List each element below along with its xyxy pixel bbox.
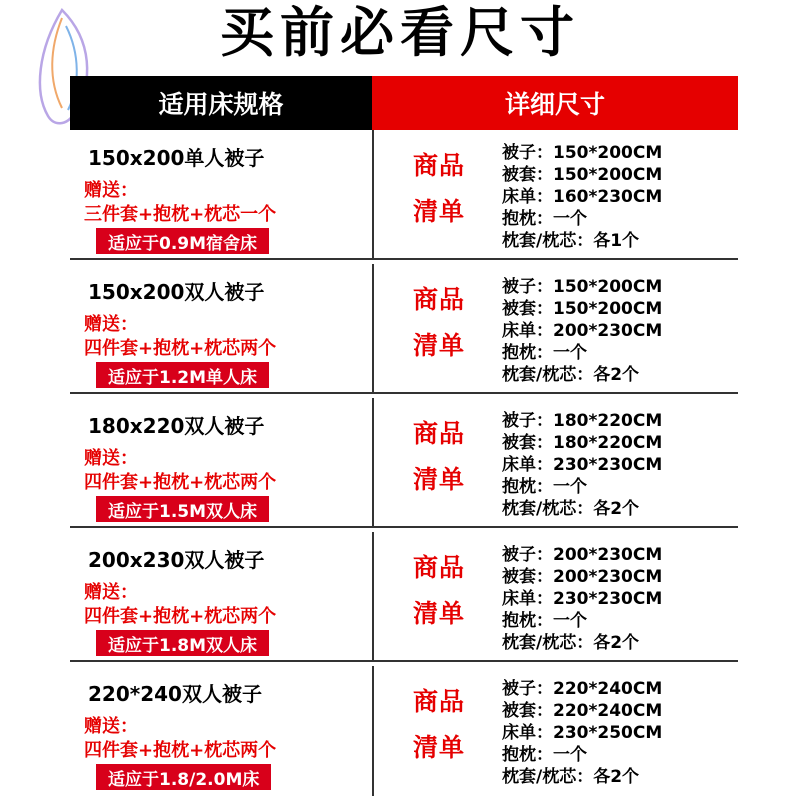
- list-item: 被套：220*240CM: [502, 701, 663, 721]
- header-detail-size: 详细尺寸: [372, 76, 738, 130]
- list-item: 抱枕：一个: [502, 209, 587, 229]
- list-item: 枕套/枕芯：各2个: [502, 499, 640, 519]
- item-list: [502, 410, 662, 520]
- quilt-size: 180x220双人被子: [88, 414, 265, 438]
- detail-cell: [374, 666, 738, 796]
- list-item: 枕套/枕芯：各2个: [502, 633, 640, 653]
- list-item: 被子：150*200CM: [502, 143, 663, 163]
- gift-label: 赠送：: [84, 314, 138, 335]
- item-list: [502, 142, 662, 252]
- table-row: [70, 666, 738, 796]
- gift-contents: 四件套+抱枕+枕芯两个: [84, 740, 277, 761]
- header-bed-spec: 适用床规格: [70, 76, 372, 130]
- quilt-size: 150x200双人被子: [88, 280, 265, 304]
- detail-cell: [374, 130, 738, 258]
- list-item: 被子：150*200CM: [502, 277, 663, 297]
- list-item: 床单：160*230CM: [502, 187, 663, 207]
- table-row: [70, 264, 738, 394]
- list-item: 被子：220*240CM: [502, 679, 663, 699]
- list-item: 抱枕：一个: [502, 343, 587, 363]
- gift-label: 赠送：: [84, 582, 138, 603]
- tag-list: 清单: [412, 331, 465, 360]
- size-table: [70, 130, 738, 800]
- list-item: 枕套/枕芯：各1个: [502, 231, 640, 251]
- gift-contents: 四件套+抱枕+枕芯两个: [84, 606, 277, 627]
- gift-contents: 四件套+抱枕+枕芯两个: [84, 472, 277, 493]
- fit-badge: 适应于1.8/2.0M床: [96, 764, 271, 790]
- tag-product: 商品: [412, 419, 465, 448]
- detail-cell: [374, 532, 738, 660]
- spec-cell: [70, 264, 370, 392]
- tag-list: 清单: [412, 197, 465, 226]
- tag-list: 清单: [412, 599, 465, 628]
- detail-cell: [374, 398, 738, 526]
- quilt-size: 200x230双人被子: [88, 548, 265, 572]
- item-list: [502, 276, 662, 386]
- quilt-size: 150x200单人被子: [88, 146, 265, 170]
- fit-badge: 适应于0.9M宿舍床: [96, 228, 269, 254]
- table-row: [70, 130, 738, 260]
- list-item: 床单：230*250CM: [502, 723, 663, 743]
- table-header: [70, 76, 738, 130]
- fit-badge: 适应于1.5M双人床: [96, 496, 269, 522]
- list-item: 被套：180*220CM: [502, 433, 663, 453]
- gift-label: 赠送：: [84, 448, 138, 469]
- spec-cell: [70, 532, 370, 660]
- spec-cell: [70, 666, 370, 796]
- list-item: 枕套/枕芯：各2个: [502, 767, 640, 787]
- tag-list: 清单: [412, 733, 465, 762]
- list-item: 床单：230*230CM: [502, 589, 663, 609]
- list-item: 抱枕：一个: [502, 611, 587, 631]
- list-item: 枕套/枕芯：各2个: [502, 365, 640, 385]
- list-item: 床单：200*230CM: [502, 321, 663, 341]
- list-item: 床单：230*230CM: [502, 455, 663, 475]
- table-row: [70, 532, 738, 662]
- quilt-size: 220*240双人被子: [88, 682, 262, 706]
- table-row: [70, 398, 738, 528]
- item-list: [502, 678, 662, 788]
- list-item: 被套：150*200CM: [502, 299, 663, 319]
- gift-contents: 三件套+抱枕+枕芯一个: [84, 204, 277, 225]
- list-item: 被子：200*230CM: [502, 545, 663, 565]
- list-item: 抱枕：一个: [502, 745, 587, 765]
- tag-product: 商品: [412, 285, 465, 314]
- item-list: [502, 544, 662, 654]
- gift-contents: 四件套+抱枕+枕芯两个: [84, 338, 277, 359]
- detail-cell: [374, 264, 738, 392]
- fit-badge: 适应于1.2M单人床: [96, 362, 269, 388]
- list-item: 抱枕：一个: [502, 477, 587, 497]
- list-item: 被套：200*230CM: [502, 567, 663, 587]
- fit-badge: 适应于1.8M双人床: [96, 630, 269, 656]
- list-item: 被套：150*200CM: [502, 165, 663, 185]
- gift-label: 赠送：: [84, 180, 138, 201]
- tag-product: 商品: [412, 687, 465, 716]
- tag-list: 清单: [412, 465, 465, 494]
- list-item: 被子：180*220CM: [502, 411, 663, 431]
- gift-label: 赠送：: [84, 716, 138, 737]
- tag-product: 商品: [412, 553, 465, 582]
- page-title: 买前必看尺寸: [220, 1, 580, 64]
- spec-cell: [70, 398, 370, 526]
- tag-product: 商品: [412, 151, 465, 180]
- spec-cell: [70, 130, 370, 258]
